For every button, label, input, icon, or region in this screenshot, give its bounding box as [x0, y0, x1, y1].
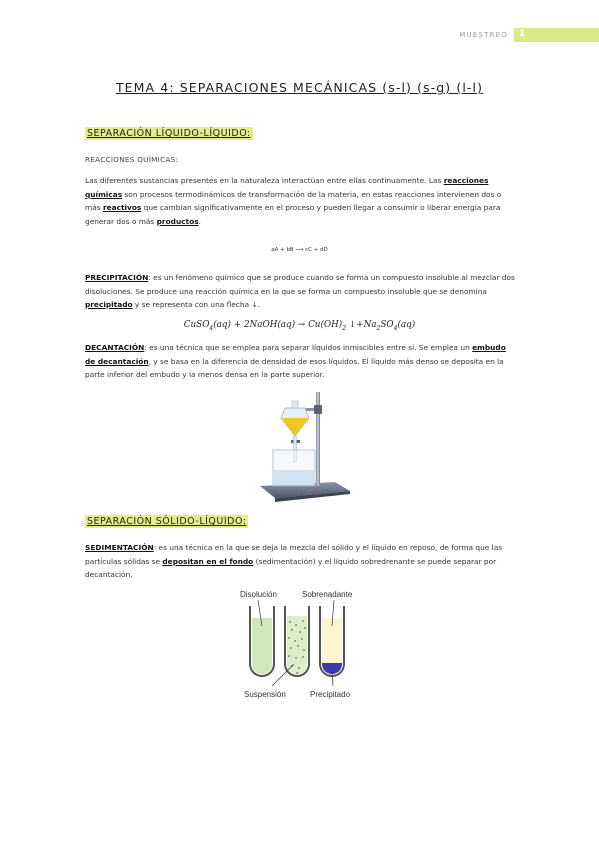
term-embudo-decantacion: embudo de decantación: [85, 343, 506, 366]
page-number-box: [514, 28, 599, 42]
text-fragment: son procesos termodinámicos de transformación de la materia, en estas reacciones intervienen dos o más: [85, 189, 502, 212]
section-heading-text: SEPARACIÓN SÓLIDO-LÍQUIDO:: [87, 516, 247, 527]
text-fragment: : es un fenómeno químico que se produce cuando se forma un compuesto insoluble al mezclar dos disoluciones. Se produce una reacción química en la que se forma un compuesto insoluble que se denomina: [85, 273, 515, 296]
text-fragment: que cambian significativamente en el proceso y pueden llegar a consumir o liberar energía para generar dos o más: [85, 203, 501, 226]
term-depositan-fondo: depositan en el fondo: [162, 556, 254, 566]
term-reacciones-quimicas: reacciones químicas: [85, 176, 489, 199]
label-precipitado: Precipitado: [310, 690, 351, 699]
term-reactivos: reactivos: [102, 203, 142, 212]
text-fragment: y se representa con una flecha ↓.: [132, 300, 261, 309]
paragraph-decantacion: [85, 341, 515, 382]
paragraph-sedimentacion: [85, 541, 515, 582]
term-precipitacion: PRECIPITACIÓN: [85, 273, 149, 282]
term-precipitado: precipitado: [85, 300, 133, 309]
general-reaction: aA + bB ⟶ cC + dD: [271, 247, 328, 253]
text-fragment: , y se basa en la diferencia de densidad de esos líquidos. El líquido más denso se deposita en la parte inferior del embudo y la menos densa en la parte superior.: [85, 356, 504, 379]
page-title: TEMA 4: SEPARACIONES MECÁNICAS (s-l) (s-g) (l-l): [115, 80, 484, 95]
text-fragment: : es una técnica que se emplea para separar líquidos inmiscibles entre sí. Se emplea un: [144, 343, 473, 352]
page-number: 1: [519, 29, 526, 39]
text-fragment: (sedimentación) y el líquido sobredrenante se puede separar por decantación.: [85, 556, 497, 579]
term-decantacion: DECANTACIÓN: [85, 343, 145, 352]
section-heading-liquido-liquido: [85, 128, 253, 139]
separatory-funnel-illustration: [255, 388, 355, 505]
term-sedimentacion: SEDIMENTACIÓN: [85, 543, 154, 552]
paragraph-reacciones: [85, 174, 515, 228]
text-fragment: .: [198, 216, 201, 226]
section-heading-solido-liquido: [85, 516, 248, 527]
section-heading-text: SEPARACIÓN LÍQUIDO-LÍQUIDO:: [87, 128, 251, 139]
header-label: MUESTREO: [459, 31, 508, 39]
label-sobrenadante: Sobrenadante: [302, 590, 353, 599]
label-disolucion: Disolución: [240, 590, 277, 599]
subheading-reacciones: REACCIONES QUÍMICAS:: [85, 155, 179, 164]
label-suspension: Suspensión: [244, 690, 286, 699]
chemical-equation: CuSO$_4$(aq) + 2NaOH(aq) → $Cu(OH)_2$ $↓+Na_2SO_4(aq)$: [183, 320, 416, 332]
paragraph-precipitacion: [85, 271, 515, 312]
term-productos: productos: [156, 216, 199, 226]
sedimentation-tubes-illustration: [230, 586, 365, 702]
text-fragment: Las diferentes sustancias presentes en la naturaleza interactúan entre ellas continuamente. Las: [85, 176, 444, 185]
text-fragment: : es una técnica en la que se deja la mezcla del sólido y el líquido en reposo, de forma que las partículas sólidas se: [85, 543, 503, 566]
